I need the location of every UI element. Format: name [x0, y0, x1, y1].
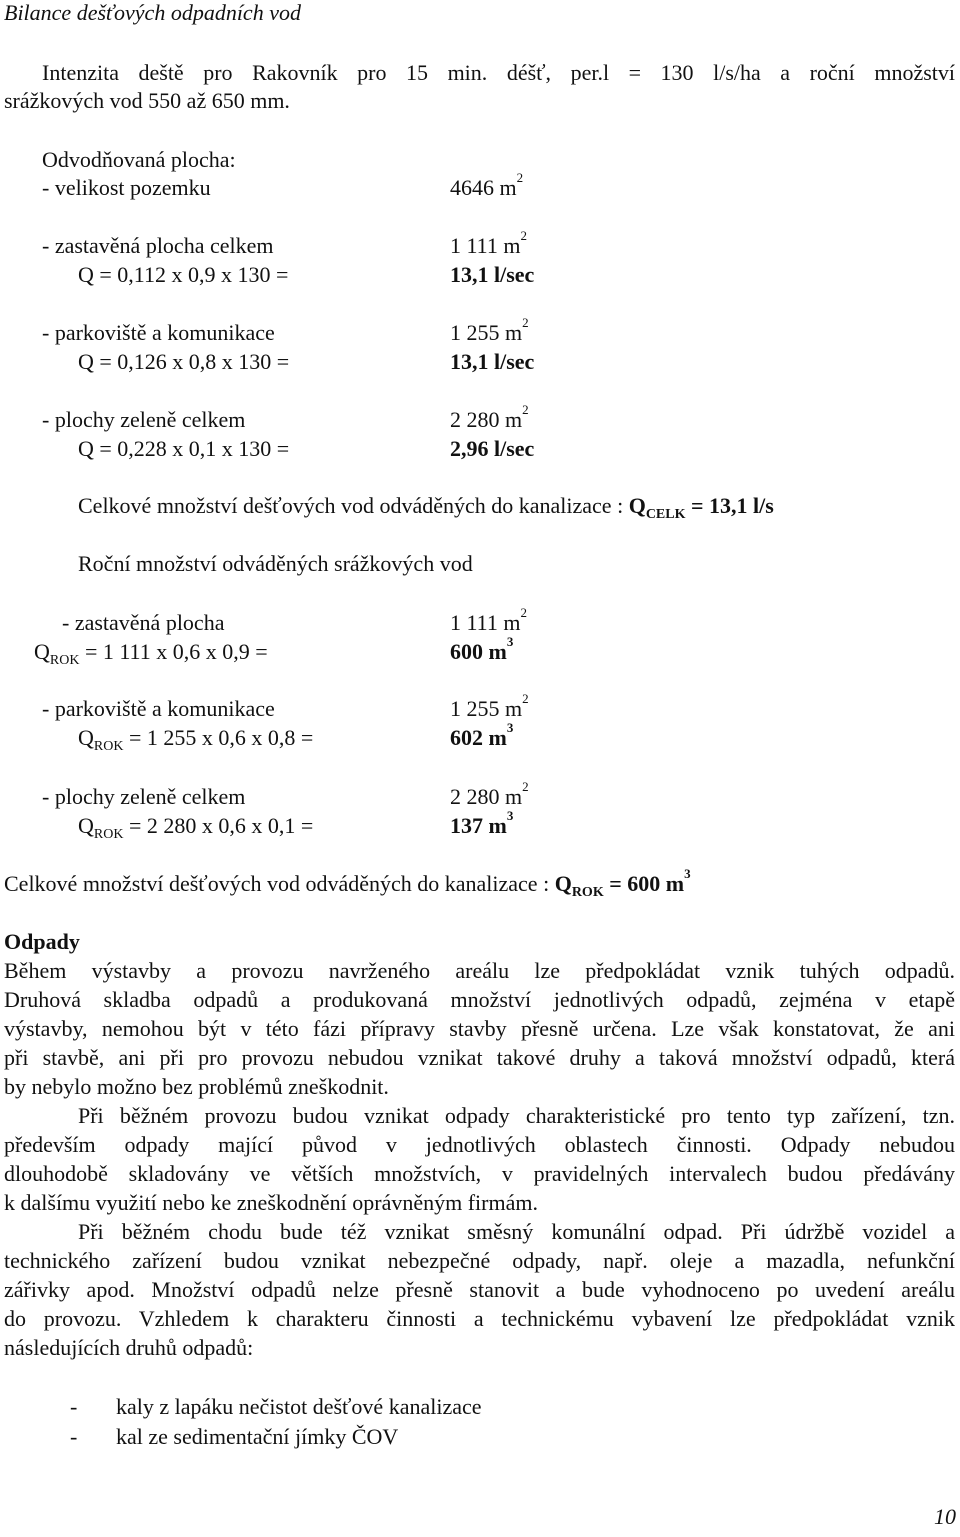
- bullet-dash: -: [70, 1394, 78, 1419]
- green-area-label: - plochy zeleně celkem: [42, 407, 246, 432]
- bullet-item: kaly z lapáku nečistot dešťové kanalizace: [116, 1394, 482, 1419]
- waste-paragraph-2: [4, 1101, 955, 1217]
- annual-parking-volume: 602 $m^3$: [450, 720, 514, 750]
- annual-built-value: 1 111 $m^2$: [450, 605, 527, 635]
- parking-formula: Q = 0,126 x 0,8 x 130 =: [78, 349, 290, 374]
- paragraph-line: Při běžném provozu budou vznikat odpady charakteristické pro tento typ zařízení, tzn.: [78, 1103, 955, 1128]
- page-number: 10: [934, 1504, 956, 1529]
- paragraph-line: Při běžném chodu bude též vznikat směsný komunální odpad. Při údržbě vozidel a: [78, 1219, 955, 1244]
- waste-paragraph-3: [4, 1217, 955, 1362]
- paragraph-line: zářivky apod. Množství odpadů nelze přesně stanovit a bude vyhodnoceno po uvedení areálu: [4, 1277, 955, 1302]
- annual-built-label: - zastavěná plocha: [62, 610, 225, 635]
- total-annual-symbol: $Q_{ROK}$: [554, 871, 604, 900]
- paragraph-line: především odpady mající původ v jednotlivých oblastech činnosti. Odpady nebudou: [4, 1132, 955, 1157]
- intro-line-2: srážkových vod 550 až 650 mm.: [4, 88, 290, 113]
- waste-paragraph-1: [4, 956, 955, 1101]
- annual-built-formula: $Q_{ROK} = 1$ 111 x 0,6 x 0,9 =: [34, 639, 268, 668]
- green-area-formula: Q = 0,228 x 0,1 x 130 =: [78, 436, 290, 461]
- paragraph-line: k dalšímu využití nebo ke zneškodnění oprávněným firmám.: [4, 1190, 538, 1215]
- parking-label: - parkoviště a komunikace: [42, 320, 275, 345]
- built-area-value: 1 111 $m^2$: [450, 228, 527, 258]
- annual-green-volume: 137 $m^3$: [450, 808, 514, 838]
- paragraph-line: dlouhodobě skladovány ve větších množstvích, v pravidelných intervalech budou předávány: [4, 1161, 955, 1186]
- annual-parking-formula: $Q_{ROK} = 1$ 255 x 0,6 x 0,8 =: [78, 725, 314, 754]
- bullet-item: kal ze sedimentační jímky ČOV: [116, 1424, 399, 1449]
- waste-heading: Odpady: [4, 929, 80, 954]
- built-area-label: - zastavěná plocha celkem: [42, 233, 274, 258]
- annual-parking-label: - parkoviště a komunikace: [42, 696, 275, 721]
- plot-size-label: - velikost pozemku: [42, 175, 211, 200]
- section-title: Bilance dešťových odpadních vod: [4, 0, 301, 25]
- bullet-dash: -: [70, 1424, 78, 1449]
- paragraph-line: technického zařízení budou vznikat nebezpečné odpady, např. oleje a mazadla, nefunkční: [4, 1248, 955, 1273]
- plot-size-value: 4646 $m^2$: [450, 170, 524, 200]
- paragraph-line: při stavbě, ani při pro provozu nebudou vznikat takové druhy a taková množství odpadů, která: [4, 1045, 955, 1070]
- annual-green-label: - plochy zeleně celkem: [42, 784, 246, 809]
- intro-line-1: Intenzita deště pro Rakovník pro 15 min. déšť, per.l = 130 l/s/ha a roční množství: [42, 60, 955, 85]
- green-area-value: 2 280 $m^2$: [450, 402, 529, 432]
- total-annual-value: = 600 $m^3$: [609, 866, 691, 896]
- annual-parking-value: 1 255 $m^2$: [450, 691, 529, 721]
- paragraph-line: následujících druhů odpadů:: [4, 1335, 254, 1360]
- parking-value: 1 255 $m^2$: [450, 315, 529, 345]
- built-area-flow: 13,1 l/sec: [450, 262, 535, 287]
- annual-built-volume: 600 $m^3$: [450, 634, 514, 664]
- total-flow-symbol: $Q_{CELK}$: [628, 493, 686, 522]
- total-flow-value: = 13,1 l/s: [691, 493, 774, 518]
- paragraph-line: výstavby, nemohou být v této fázi přípravy stavby přesně určena. Lze však konstatovat, že ani: [4, 1016, 955, 1041]
- annual-green-formula: $Q_{ROK} = 2$ 280 x 0,6 x 0,1 =: [78, 813, 314, 842]
- parking-flow: 13,1 l/sec: [450, 349, 535, 374]
- drained-area-heading: Odvodňovaná plocha:: [42, 147, 236, 172]
- paragraph-line: by nebylo možno bez problémů zneškodnit.: [4, 1074, 389, 1099]
- paragraph-line: Druhová skladba odpadů a produkovaná množství jednotlivých odpadů, zejména v etapě: [4, 987, 955, 1012]
- total-flow-line: Celkové množství dešťových vod odváděných do kanalizace : $Q_{CELK} = 13,1$ l/s: [78, 493, 774, 522]
- annual-heading: Roční množství odváděných srážkových vod: [78, 551, 473, 576]
- total-annual-line: Celkové množství dešťových vod odváděných do kanalizace : $Q_{ROK} = 600$ $m^3$: [4, 866, 691, 900]
- paragraph-line: Během výstavby a provozu navrženého areálu lze předpokládat vznik tuhých odpadů.: [4, 958, 955, 983]
- built-area-formula: Q = 0,112 x 0,9 x 130 =: [78, 262, 289, 287]
- green-area-flow: 2,96 l/sec: [450, 436, 535, 461]
- annual-green-value: 2 280 $m^2$: [450, 779, 529, 809]
- paragraph-line: do provozu. Vzhledem k charakteru činnosti a technickému vybavení lze předpokládat vznik: [4, 1306, 955, 1331]
